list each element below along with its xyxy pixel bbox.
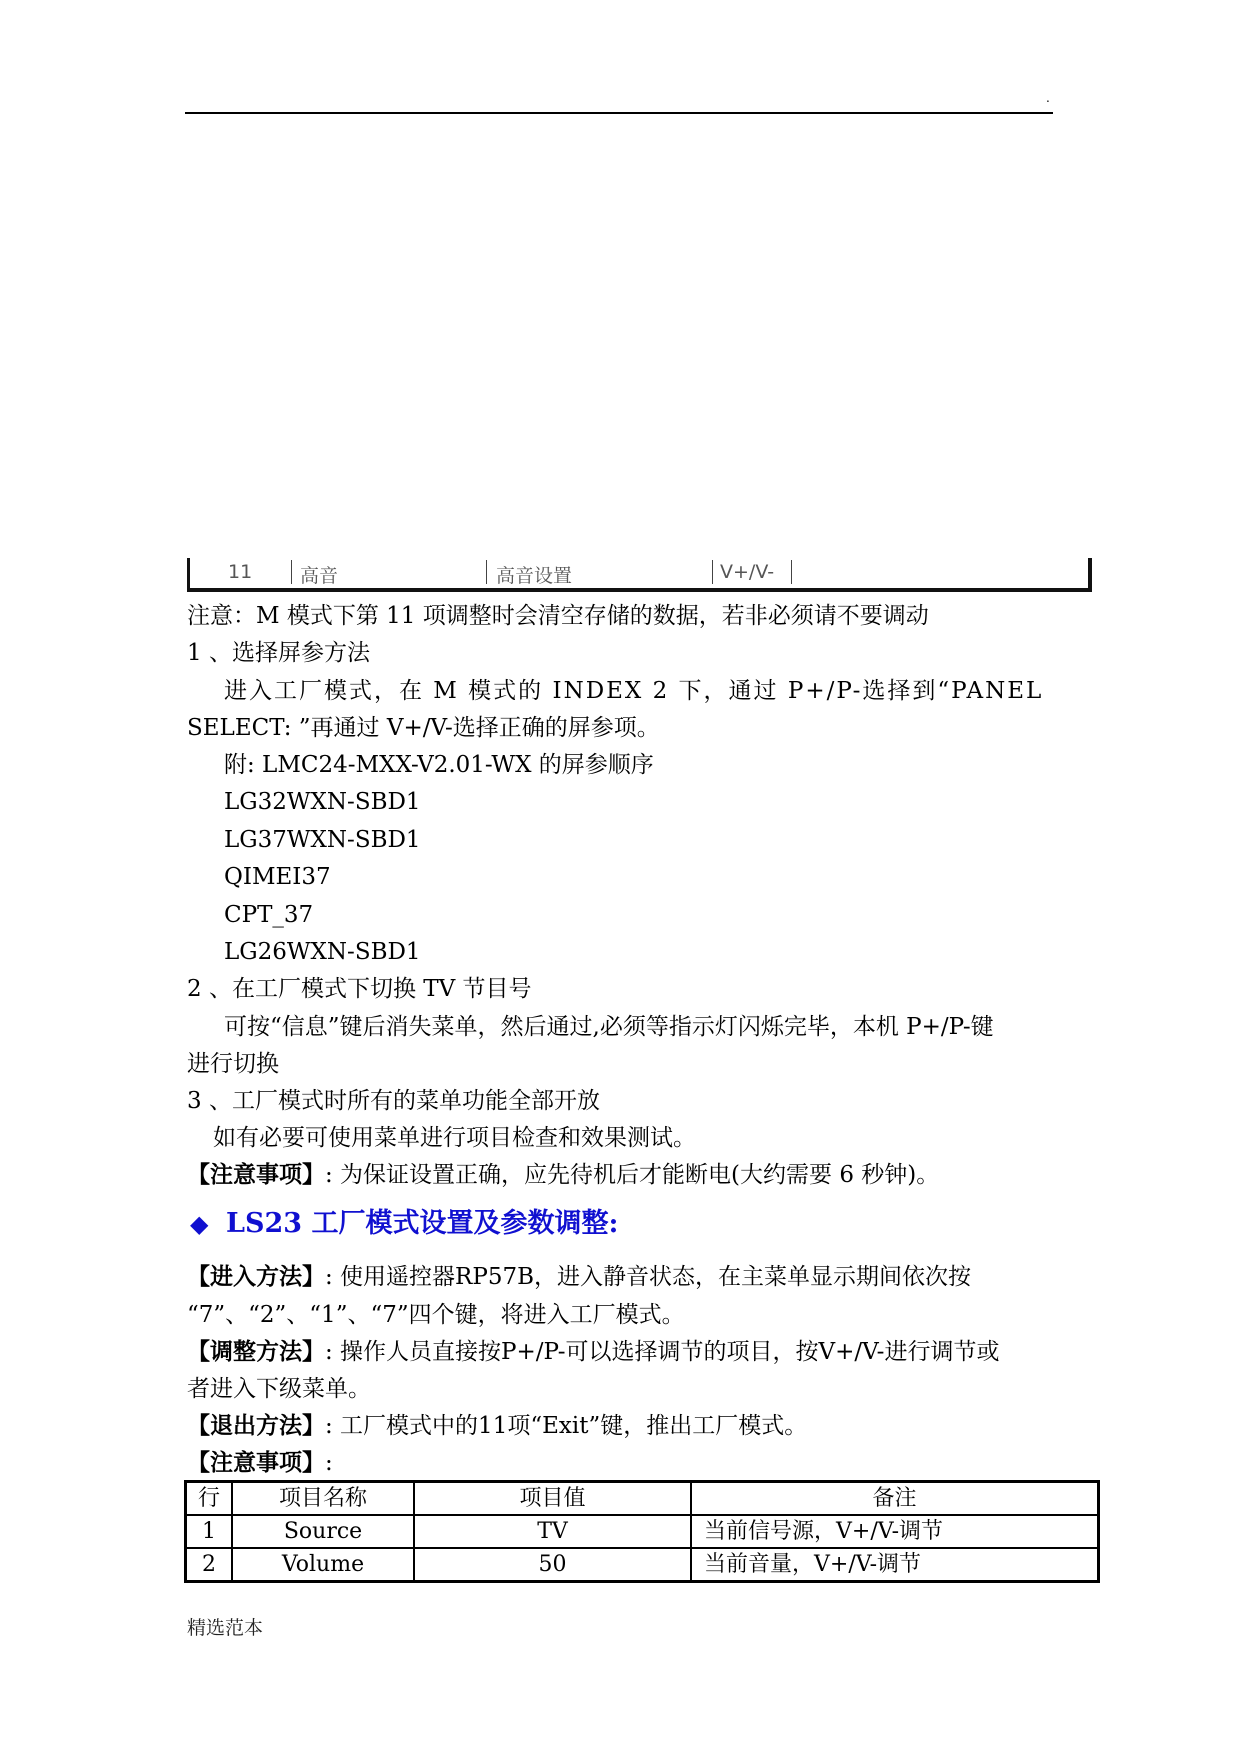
header-dot: . — [1046, 91, 1050, 105]
table-row — [186, 1548, 1099, 1582]
row-name: 高音 — [300, 565, 339, 587]
header-cell: 项目名称 — [232, 1482, 414, 1516]
section-2-title: 2 、在工厂模式下切换 TV 节目号 — [187, 976, 532, 1002]
table-header-row — [186, 1482, 1099, 1516]
heading-text: LS23 工厂模式设置及参数调整: — [226, 1208, 619, 1239]
separator — [486, 560, 487, 584]
header-rule — [185, 112, 1053, 114]
table-cell: 当前音量，V+/V-调节 — [691, 1548, 1099, 1582]
table-cell: Volume — [232, 1548, 414, 1582]
section-2-paragraph-cont: 进行切换 — [187, 1051, 279, 1077]
section-heading — [190, 1207, 618, 1241]
header-cell: 项目值 — [414, 1482, 691, 1516]
enter-text: : 使用遥控器RP57B，进入静音状态，在主菜单显示期间依次按 — [325, 1264, 972, 1290]
note-colon: : — [325, 1450, 333, 1476]
table-cell: Source — [232, 1515, 414, 1548]
section-1-title: 1 、选择屏参方法 — [187, 640, 370, 666]
section-2-paragraph: 可按“信息”键后消失菜单，然后通过,必须等指示灯闪烁完毕，本机 P+/P-键 — [224, 1014, 994, 1040]
header-cell: 行 — [186, 1482, 233, 1516]
exit-text: : 工厂模式中的11项“Exit”键，推出工厂模式。 — [325, 1413, 808, 1439]
parameter-table — [184, 1480, 1100, 1583]
adjust-method-cont: 者进入下级菜单。 — [187, 1376, 371, 1402]
table-row — [186, 1515, 1099, 1548]
note-label: 【注意事项】 — [187, 1449, 325, 1476]
footer-text: 精选范本 — [187, 1617, 264, 1639]
row-item: 高音设置 — [496, 565, 573, 587]
separator — [291, 560, 292, 584]
panel-item: LG26WXN-SBD1 — [224, 939, 421, 965]
row-adjust: V+/V- — [720, 561, 775, 583]
attention-label: 【注意事项】 — [187, 1161, 325, 1188]
table-cell: 当前信号源，V+/V-调节 — [691, 1515, 1099, 1548]
panel-item: LG37WXN-SBD1 — [224, 827, 421, 853]
section-1-paragraph: 进入工厂模式，在 M 模式的 INDEX 2 下，通过 P+/P-选择到“PANEL — [224, 678, 1044, 704]
panel-item: LG32WXN-SBD1 — [224, 789, 421, 815]
diamond-icon: ◆ — [190, 1209, 209, 1238]
table-cell: 50 — [414, 1548, 691, 1582]
attention-line — [187, 1160, 939, 1190]
section-3-title: 3 、工厂模式时所有的菜单功能全部开放 — [187, 1088, 600, 1114]
table-cell: TV — [414, 1515, 691, 1548]
enter-label: 【进入方法】 — [187, 1263, 325, 1290]
note-text: 注意：M 模式下第 11 项调整时会清空存储的数据，若非必须请不要调动 — [187, 603, 929, 629]
adjust-method — [187, 1337, 999, 1367]
header-cell: 备注 — [691, 1482, 1099, 1516]
table-cell: 2 — [186, 1548, 233, 1582]
attachment-line: 附: LMC24-MXX-V2.01-WX 的屏参顺序 — [224, 752, 654, 778]
adjust-label: 【调整方法】 — [187, 1338, 325, 1365]
enter-method — [187, 1262, 971, 1292]
enter-method-cont: “7”、“2”、“1”、“7”四个键，将进入工厂模式。 — [187, 1302, 685, 1328]
adjust-text: : 操作人员直接按P+/P-可以选择调节的项目，按V+/V-进行调节或 — [325, 1339, 1000, 1365]
panel-item: CPT_37 — [224, 902, 314, 928]
section-3-paragraph: 如有必要可使用菜单进行项目检查和效果测试。 — [213, 1125, 696, 1151]
scanned-table-row — [187, 558, 1092, 592]
exit-method — [187, 1411, 807, 1441]
note-heading — [187, 1448, 333, 1478]
row-number: 11 — [228, 561, 253, 583]
attention-text: : 为保证设置正确，应先待机后才能断电(大约需要 6 秒钟)。 — [325, 1162, 940, 1188]
exit-label: 【退出方法】 — [187, 1412, 325, 1439]
separator — [712, 560, 713, 584]
table-cell: 1 — [186, 1515, 233, 1548]
section-1-paragraph-cont: SELECT: ”再通过 V+/V-选择正确的屏参项。 — [187, 715, 660, 741]
panel-item: QIMEI37 — [224, 864, 331, 890]
separator — [791, 560, 792, 584]
